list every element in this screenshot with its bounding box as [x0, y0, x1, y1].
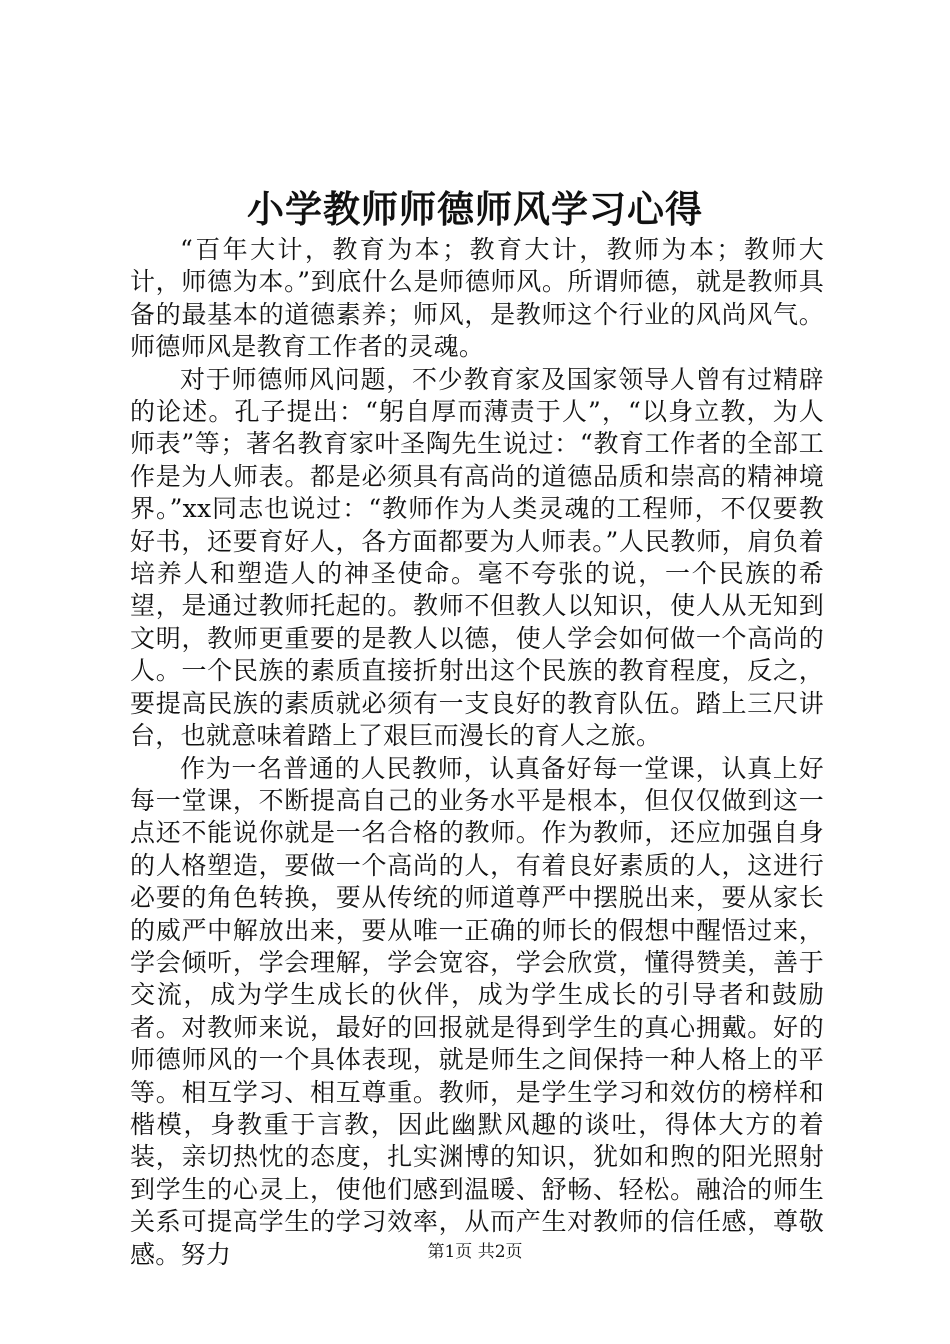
- paragraph-2: 对于师德师风问题，不少教育家及国家领导人曾有过精辟的论述。孔子提出：“躬自厚而薄责于人”，“以身立教，为人师表”等；著名教育家叶圣陶先生说过：“教育工作者的全部工作是为人师表。都是必须具有高尚的道德品质和崇高的精神境界。”xx同志也说过：“教师作为人类灵魂的工程师，不仅要教好书，还要育好人，各方面都要为人师表。”人民教师，肩负着培养人和塑造人的神圣使命。毫不夸张的说，一个民族的希望，是通过教师托起的。教师不但教人以知识，使人从无知到文明，教师更重要的是教人以德，使人学会如何做一个高尚的人。一个民族的素质直接折射出这个民族的教育程度，反之，要提高民族的素质就必须有一支良好的教育队伍。踏上三尺讲台，也就意味着踏上了艰巨而漫长的育人之旅。: [130, 364, 824, 751]
- document-body: [130, 234, 824, 1271]
- document-title: 小学教师师德师风学习心得: [247, 187, 703, 231]
- page-number-footer: 第1页 共2页: [427, 1242, 523, 1262]
- paragraph-1: “百年大计，教育为本；教育大计，教师为本；教师大计，师德为本。”到底什么是师德师风。所谓师德，就是教师具备的最基本的道德素养；师风，是教师这个行业的风尚风气。师德师风是教育工作者的灵魂。: [130, 235, 824, 362]
- paragraph-3: 作为一名普通的人民教师，认真备好每一堂课，认真上好每一堂课，不断提高自己的业务水平是根本，但仅仅做到这一点还不能说你就是一名合格的教师。作为教师，还应加强自身的人格塑造，要做一个高尚的人，有着良好素质的人，这进行必要的角色转换，要从传统的师道尊严中摆脱出来，要从家长的威严中解放出来，要从唯一正确的师长的假想中醒悟过来，学会倾听，学会理解，学会宽容，学会欣赏，懂得赞美，善于交流，成为学生成长的伙伴，成为学生成长的引导者和鼓励者。对教师来说，最好的回报就是得到学生的真心拥戴。好的师德师风的一个具体表现，就是师生之间保持一种人格上的平等。相互学习、相互尊重。教师，是学生学习和效仿的榜样和楷模，身教重于言教，因此幽默风趣的谈吐，得体大方的着装，亲切热忱的态度，扎实渊博的知识，犹如和煦的阳光照射到学生的心灵上，使他们感到温暖、舒畅、轻松。融洽的师生关系可提高学生的学习效率，从而产生对教师的信任感，尊敬感。努力: [130, 753, 824, 1269]
